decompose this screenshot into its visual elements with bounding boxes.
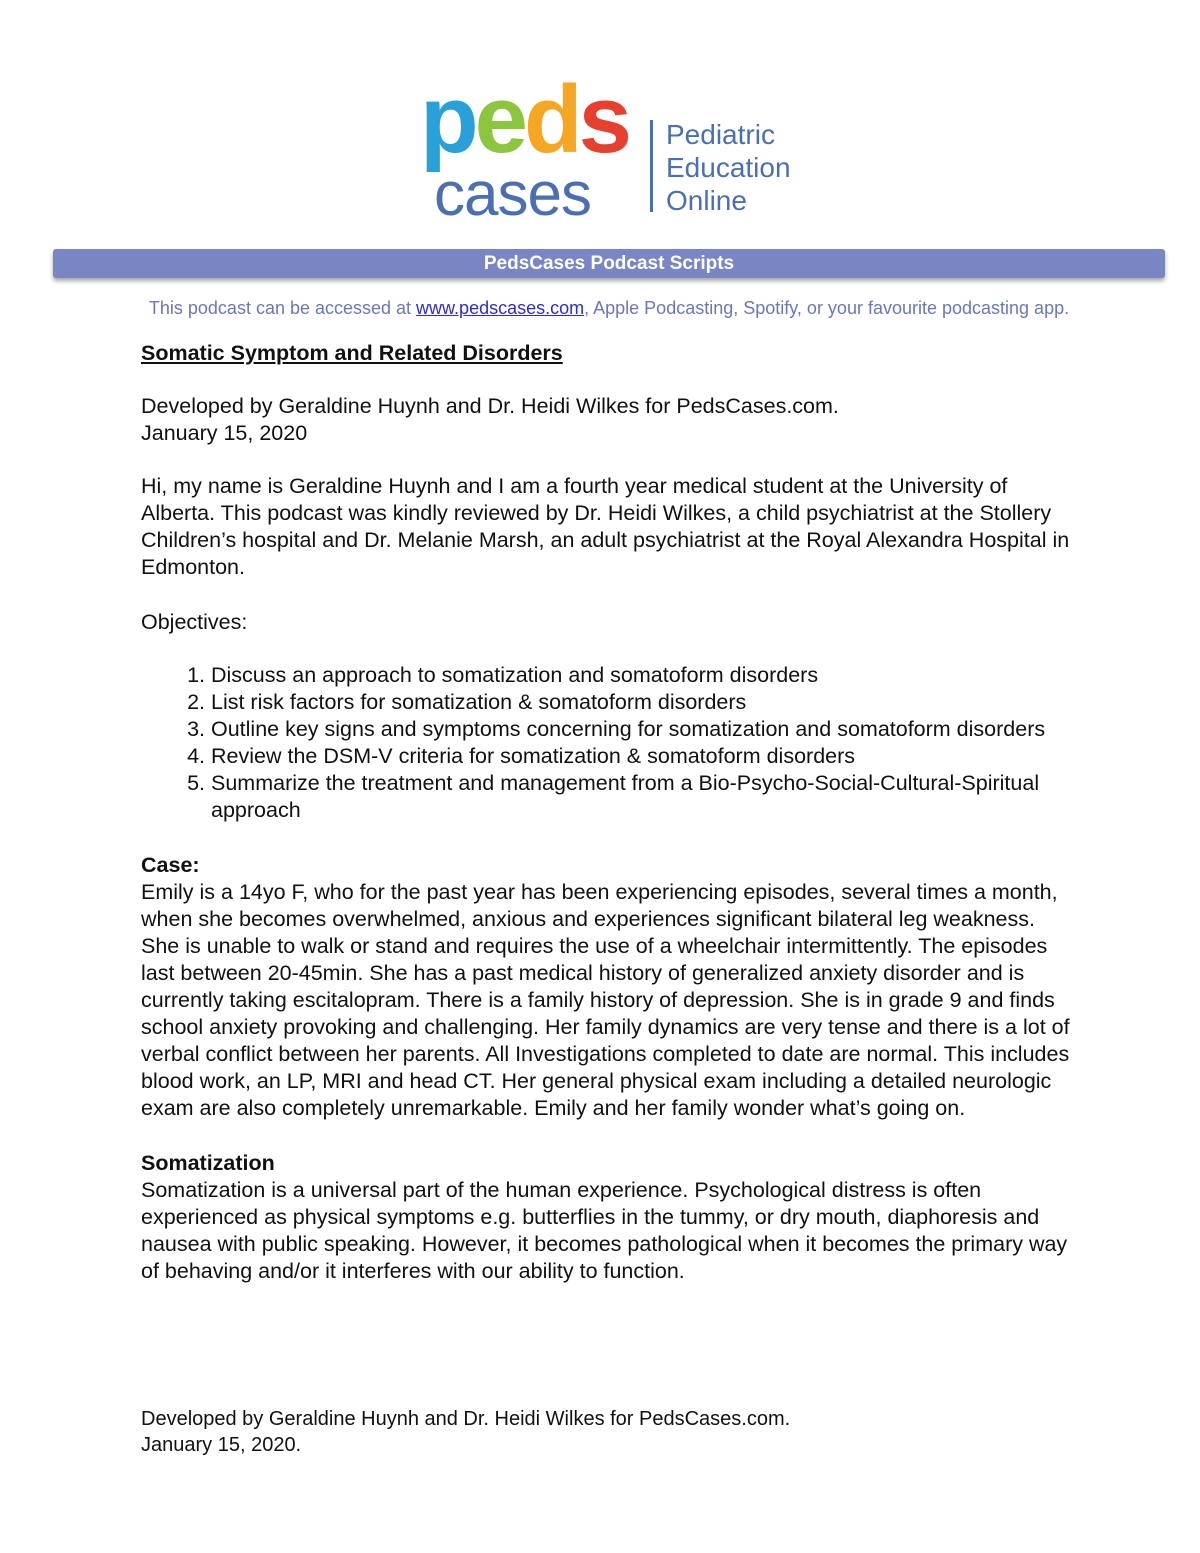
pedscases-link[interactable]: www.pedscases.com — [416, 298, 585, 318]
footer-developed-by: Developed by Geraldine Huynh and Dr. Heidi Wilkes for PedsCases.com. — [141, 1408, 791, 1430]
somatization-paragraph: Somatization is a universal part of the human experience. Psychological distress is often experienced as physical symptoms e.g. butterflies in the tummy, or dry mouth, diaphoresis and nausea with public speaking. However, it becomes pathological when it becomes the primary way of behaving and/or it interferes with our ability to function. — [141, 1178, 1068, 1283]
objective-item: 2. List risk factors for somatization & somatoform disorders — [211, 689, 1071, 716]
footer-date: January 15, 2020. — [141, 1434, 302, 1456]
objectives-label: Objectives: — [141, 610, 248, 634]
logo-tagline: Pediatric Education Online — [666, 119, 791, 216]
case-heading: Case: — [141, 853, 200, 877]
intro-paragraph: Hi, my name is Geraldine Huynh and I am a fourth year medical student at the University of Alberta. This podcast was kindly reviewed by Dr. Heidi Wilkes, a child psychiatrist at the Stollery Children’s hospital and Dr. Melanie Marsh, an adult psychiatrist at the Royal Alexandra Hospital in Edmonton. — [141, 474, 1070, 579]
access-note: This podcast can be accessed at www.pedscases.com, Apple Podcasting, Spotify, or your favourite podcasting app. — [148, 298, 1070, 318]
logo-divider — [650, 120, 653, 212]
somatization-heading: Somatization — [141, 1151, 275, 1175]
logo-peds-wordmark: peds — [420, 66, 629, 173]
case-paragraph: Emily is a 14yo F, who for the past year has been experiencing episodes, several times a month, when she becomes overwhelmed, anxious and experiences significant bilateral leg weakness. She is unable to walk or stand and requires the use of a wheelchair intermittently. The episodes last between 20-45min. She has a past medical history of generalized anxiety disorder and is currently taking escitalopram. There is a family history of depression. She is in grade 9 and finds school anxiety provoking and challenging. Her family dynamics are very tense and there is a lot of verbal conflict between her parents. All Investigations completed to date are normal. This includes blood work, an LP, MRI and head CT. Her general physical exam including a detailed neurologic exam are also completely unremarkable. Emily and her family wonder what’s going on. — [141, 880, 1070, 1120]
logo-cases-wordmark: cases — [434, 160, 591, 229]
document-title: Somatic Symptom and Related Disorders — [141, 341, 563, 365]
objective-item: 1. Discuss an approach to somatization and somatoform disorders — [211, 662, 1071, 689]
developed-by: Developed by Geraldine Huynh and Dr. Heidi Wilkes for PedsCases.com. — [141, 394, 839, 418]
page-footer — [141, 1406, 790, 1458]
document-body — [141, 340, 1071, 1285]
objective-item: 5. Summarize the treatment and management from a Bio-Psycho-Social-Cultural-Spiritual approach — [211, 770, 1071, 824]
document-date: January 15, 2020 — [141, 421, 308, 445]
pedscases-logo — [420, 66, 800, 229]
objective-item: 3. Outline key signs and symptoms concerning for somatization and somatoform disorders — [211, 716, 1071, 743]
podcast-scripts-banner: PedsCases Podcast Scripts — [53, 249, 1165, 278]
objective-item: 4. Review the DSM-V criteria for somatization & somatoform disorders — [211, 743, 1071, 770]
objectives-list — [141, 662, 1071, 824]
